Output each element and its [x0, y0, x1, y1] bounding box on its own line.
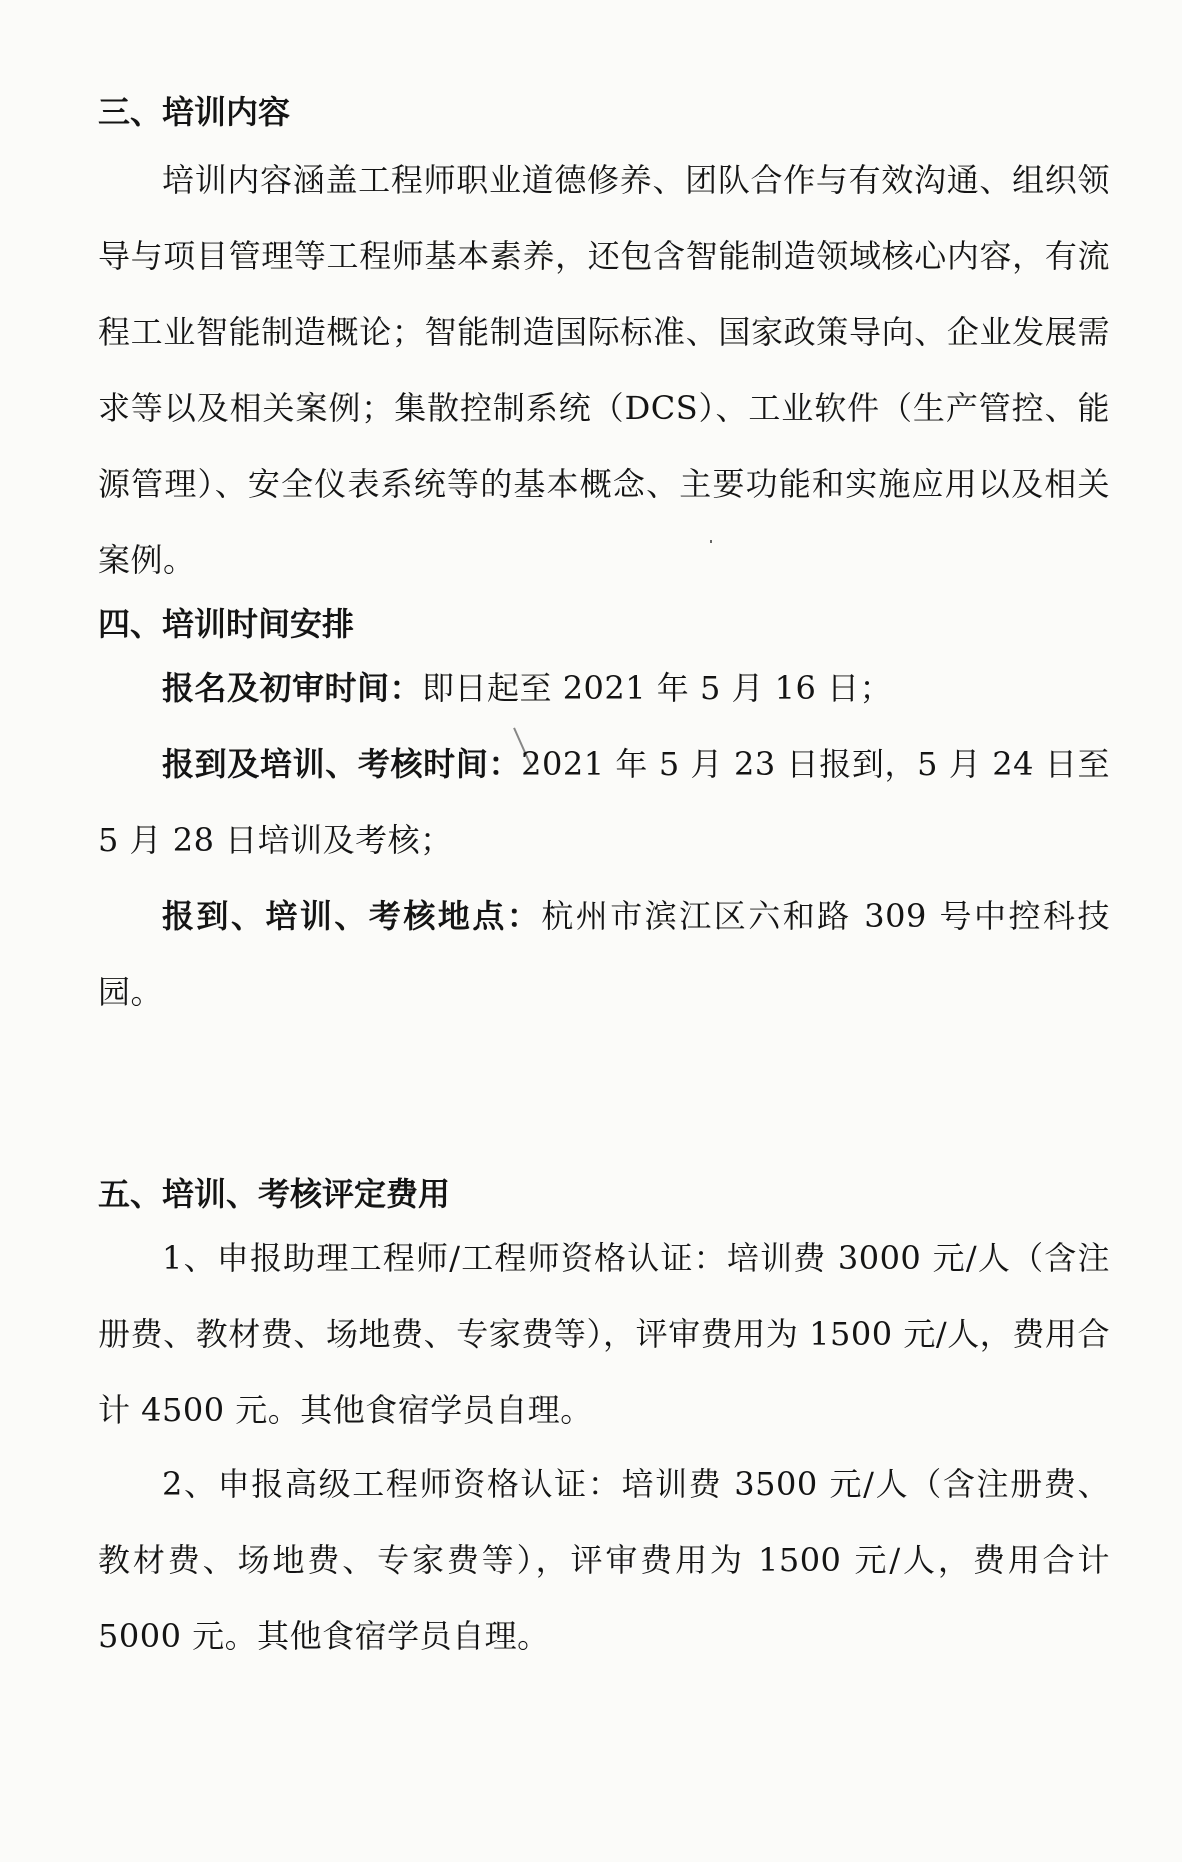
section-4-heading: 四、培训时间安排 [98, 605, 355, 643]
scan-speck [710, 540, 712, 543]
registration-time [98, 650, 1110, 726]
section-3-heading: 三、培训内容 [98, 93, 291, 131]
registration-time-label: 报名及初审时间： [162, 669, 423, 707]
training-time [98, 726, 1110, 878]
fee-item-2: 2、申报高级工程师资格认证：培训费 3500 元/人（含注册费、教材费、场地费、专家费等），评审费用为 1500 元/人，费用合计 5000 元。其他食宿学员自理。 [98, 1465, 1110, 1655]
fee-item-1: 1、申报助理工程师/工程师资格认证：培训费 3000 元/人（含注册费、教材费、场地费、专家费等），评审费用为 1500 元/人，费用合计 4500 元。其他食宿学员自理。 [98, 1239, 1110, 1429]
training-place [98, 878, 1110, 1030]
registration-time-text: 即日起至 2021 年 5 月 16 日； [422, 669, 893, 707]
training-time-label: 报到及培训、考核时间： [162, 745, 522, 783]
section-3-body: 培训内容涵盖工程师职业道德修养、团队合作与有效沟通、组织领导与项目管理等工程师基本素养，还包含智能制造领域核心内容，有流程工业智能制造概论；智能制造国际标准、国家政策导向、企业发展需求等以及相关案例；集散控制系统（DCS）、工业软件（生产管控、能源管理）、安全仪表系统等的基本概念、主要功能和实施应用以及相关案例。 [98, 161, 1110, 579]
section-5-heading: 五、培训、考核评定费用 [98, 1175, 451, 1213]
training-place-text: 杭州市滨江区六和路 309 号中控科技园。 [98, 897, 1110, 1011]
training-place-label: 报到、培训、考核地点： [162, 897, 542, 935]
training-time-text: 2021 年 5 月 23 日报到，5 月 24 日至 5 月 28 日培训及考核； [98, 745, 1110, 859]
